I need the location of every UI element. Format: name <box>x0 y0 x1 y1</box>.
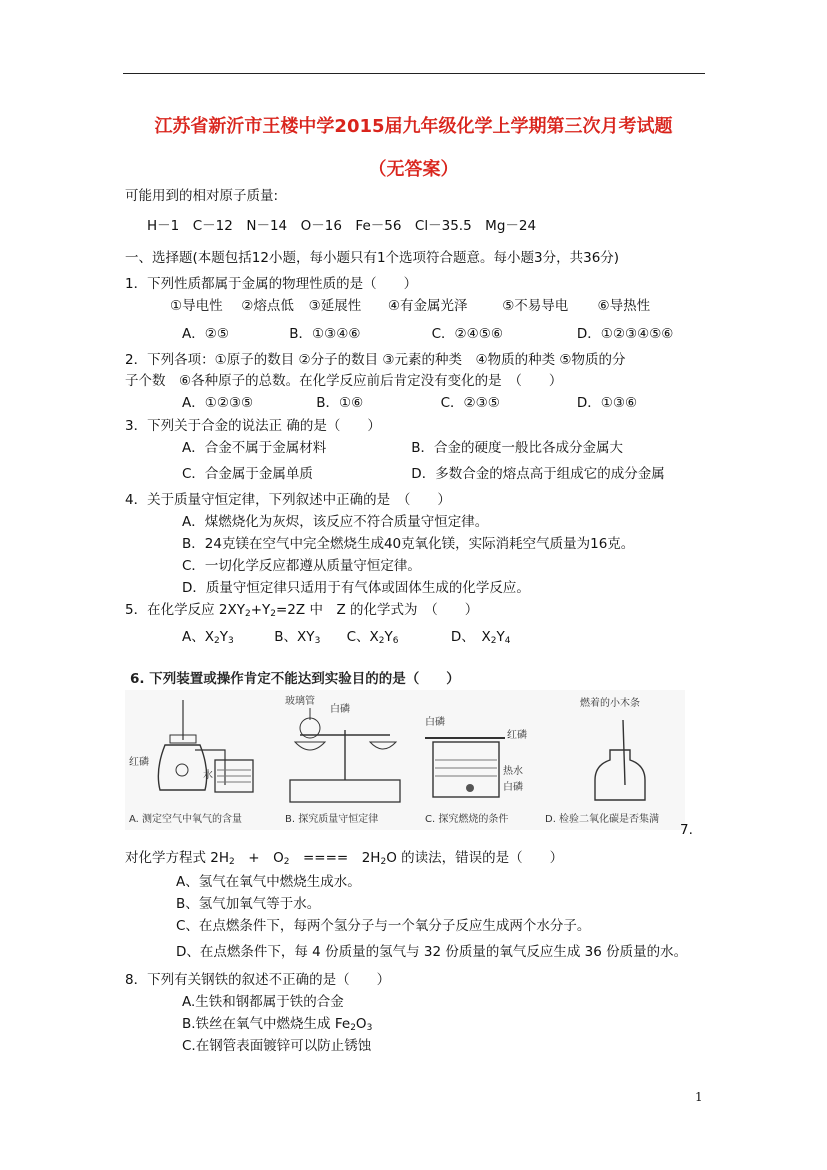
q2-option-d: D．①③⑥ <box>576 395 638 411</box>
q1-option-b: B．①③④⑥ <box>289 326 361 342</box>
q3-options-row2 <box>182 464 665 484</box>
q7-stem-part: ==== 2H <box>289 850 381 866</box>
q7-option-d: D、在点燃条件下，每 4 份质量的氢气与 32 份质量的氧气反应生成 36 份质量的水。 <box>176 944 688 960</box>
figure-background <box>125 690 685 830</box>
subscript: 6 <box>392 636 399 646</box>
q5-stem-part: =2Z 中 Z 的化学式为 （ ） <box>276 602 479 618</box>
doc-subtitle: （无答案） <box>368 159 459 180</box>
label-white-phosphorus-c2: 白磷 <box>503 782 523 793</box>
q4-option-d: D．质量守恒定律只适用于有气体或固体生成的化学反应。 <box>182 580 530 596</box>
q3-stem: 3．下列关于合金的说法正 确的是（ ） <box>125 418 381 434</box>
q7-option-b: B、氢气加氧气等于水。 <box>176 896 321 912</box>
q1-prop: ③延展性 <box>308 298 362 314</box>
q2-option-a: A．①②③⑤ <box>182 395 254 411</box>
subscript: 2 <box>244 609 251 619</box>
q5-stem-part: 5．在化学反应 2XY <box>125 602 245 618</box>
q1-prop: ①导电性 <box>170 298 223 314</box>
subscript: 2 <box>229 857 235 867</box>
q7-number: 7. <box>680 822 693 838</box>
q1-prop: ④有金属光泽 <box>387 298 468 314</box>
q5-stem-part: +Y <box>250 602 271 618</box>
subscript: 2 <box>350 1023 356 1033</box>
caption-c: C. 探究燃烧的条件 <box>425 814 509 825</box>
q5-stem <box>125 600 478 624</box>
q8-option-b <box>182 1014 372 1038</box>
caption-b: B. 探究质量守恒定律 <box>285 814 379 825</box>
label-glass-tube: 玻璃管 <box>285 696 315 707</box>
q5-options <box>182 627 511 651</box>
q5-option-b <box>274 627 342 651</box>
caption-d: D. 检验二氧化碳是否集满 <box>545 814 660 825</box>
subscript: 3 <box>314 636 321 646</box>
q5-option-text: A、X <box>182 629 214 645</box>
q1-prop: ②熔点低 <box>241 298 294 314</box>
label-burning-stick: 燃着的小木条 <box>580 698 640 709</box>
q1-option-c: C．②④⑤⑥ <box>431 326 503 342</box>
q5-option-d: D、 X2Y4 <box>451 627 511 651</box>
q7-option-c: C、在点燃条件下，每两个氢分子与一个氧分子反应生成两个水分子。 <box>176 918 591 934</box>
q2-options <box>182 393 637 413</box>
subscript: 2 <box>283 857 290 867</box>
q8-option-b-text: O <box>355 1016 367 1032</box>
atomic-mass-list: H－1 C－12 N－14 O－16 Fe－56 Cl－35.5 Mg－24 <box>147 218 537 234</box>
q5-option-text: C、X <box>346 629 379 645</box>
q7-stem-part: + O <box>234 850 284 866</box>
doc-title: 江苏省新沂市王楼中学2015届九年级化学上学期第三次月考试题 <box>154 116 673 137</box>
q3-option-a: A．合金不属于金属材料 <box>182 440 327 456</box>
q1-prop: ⑥导热性 <box>597 298 651 314</box>
q7-stem-part: O 的读法，错误的是（ ） <box>386 850 564 866</box>
q8-option-b-text: B.铁丝在氧气中燃烧生成 Fe <box>182 1016 351 1032</box>
q2-option-c: C．②③⑤ <box>440 395 500 411</box>
subscript: 3 <box>366 1023 373 1033</box>
q6-apparatus-figure <box>125 690 685 830</box>
label-water: 水 <box>203 770 213 781</box>
subscript: 2 <box>270 609 276 619</box>
caption-a: A. 测定空气中氧气的含量 <box>129 814 243 825</box>
subscript: 3 <box>227 636 234 646</box>
q4-option-c: C．一切化学反应都遵从质量守恒定律。 <box>182 558 421 574</box>
q4-stem: 4．关于质量守恒定律，下列叙述中正确的是 （ ） <box>125 492 451 508</box>
q1-prop: ⑤不易导电 <box>502 298 569 314</box>
label-white-phosphorus-c1: 白磷 <box>425 717 445 728</box>
q1-option-a: A．②⑤ <box>182 326 229 342</box>
subscript: 2 <box>378 636 385 646</box>
subscript: 4 <box>504 636 511 646</box>
label-white-phosphorus-b: 白磷 <box>330 704 350 715</box>
q3-options-row1 <box>182 438 623 458</box>
q1-props <box>170 296 650 316</box>
q5-option-text: D、 X <box>450 629 491 645</box>
q1-options <box>182 324 673 344</box>
q5-option-a: A、X2Y3 <box>182 627 270 651</box>
q2-stem-line2: 子个数 ⑥各种原子的总数。在化学反应前后肯定没有变化的是 （ ） <box>125 373 563 389</box>
q4-option-b: B．24克镁在空气中完全燃烧生成40克氧化镁，实际消耗空气质量为16克。 <box>182 536 635 552</box>
q8-stem: 8．下列有关钢铁的叙述不正确的是（ ） <box>125 972 391 988</box>
q1-stem: 1．下列性质都属于金属的物理性质的是（ ） <box>125 276 418 292</box>
q8-option-a: A.生铁和钢都属于铁的合金 <box>182 994 344 1010</box>
q5-option-text: B、XY <box>274 629 315 645</box>
subscript: 2 <box>213 636 220 646</box>
label-red-phosphorus-a: 红磷 <box>129 757 149 768</box>
q5-option-c: C、X2Y6 <box>347 627 447 651</box>
page-number: 1 <box>695 1090 703 1104</box>
q7-option-a: A、氢气在氧气中燃烧生成水。 <box>176 874 361 890</box>
q7-stem-part: 对化学方程式 2H <box>125 850 230 866</box>
q6-stem: 6. 下列装置或操作肯定不能达到实验目的的是（ ） <box>130 671 460 687</box>
q2-stem-line1: 2．下列各项：①原子的数目 ②分子的数目 ③元素的种类 ④物质的种类 ⑤物质的分 <box>125 352 626 368</box>
subscript: 2 <box>490 636 497 646</box>
q3-option-d: D．多数合金的熔点高于组成它的成分金属 <box>411 466 665 482</box>
label-hot-water: 热水 <box>503 766 523 777</box>
q3-option-c: C．合金属于金属单质 <box>182 466 313 482</box>
section-heading: 一、选择题(本题包括12小题，每小题只有1个选项符合题意。每小题3分，共36分) <box>125 250 620 266</box>
header-rule <box>123 73 705 74</box>
q3-option-b: B．合金的硬度一般比各成分金属大 <box>411 440 624 456</box>
q8-option-c: C.在钢管表面镀锌可以防止锈蚀 <box>182 1038 372 1054</box>
subscript: 2 <box>380 857 387 867</box>
q7-stem <box>125 848 563 872</box>
q4-option-a: A．煤燃烧化为灰烬，该反应不符合质量守恒定律。 <box>182 514 489 530</box>
label-red-phosphorus-c: 红磷 <box>507 730 527 741</box>
atomic-mass-intro: 可能用到的相对原子质量: <box>125 188 279 204</box>
q1-option-d: D．①②③④⑤⑥ <box>576 326 674 342</box>
q2-option-b: B．①⑥ <box>316 395 364 411</box>
